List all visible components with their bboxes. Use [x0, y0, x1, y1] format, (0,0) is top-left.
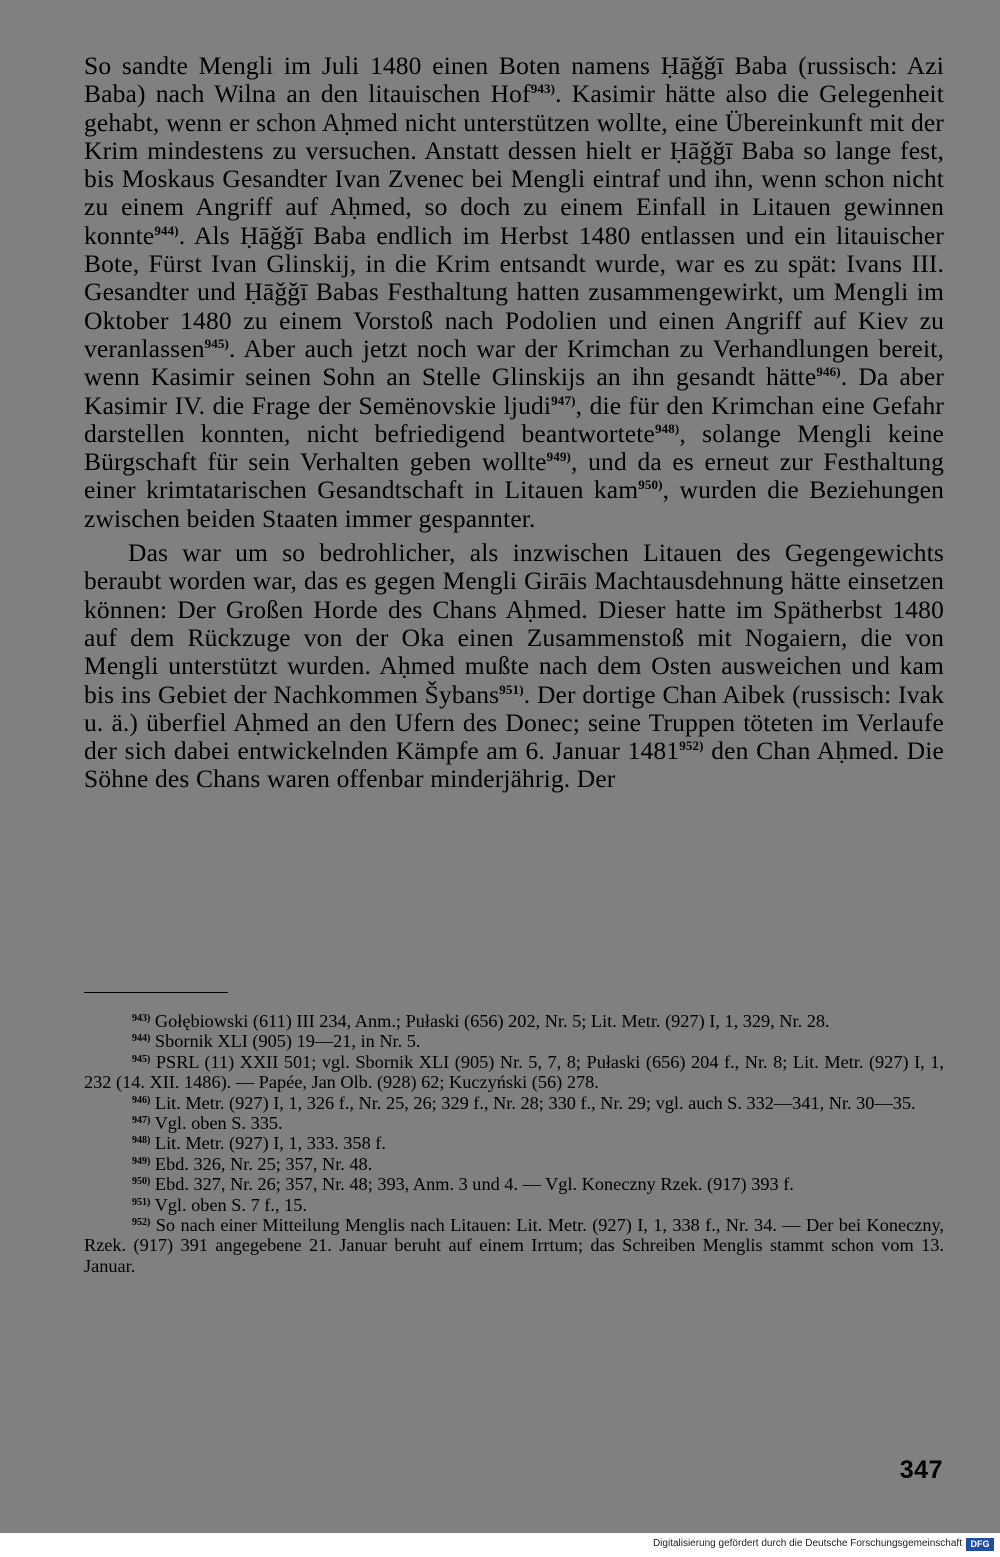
footnote	[84, 1195, 944, 1215]
main-text	[84, 52, 944, 794]
footnote	[84, 1093, 944, 1113]
footnote-text: Gołębiowski (611) III 234, Anm.; Pułaski (656) 202, Nr. 5; Lit. Metr. (927) I, 1, 329, Nr. 28.	[154, 1011, 830, 1031]
footnote-ref: 948)	[654, 420, 680, 436]
footnote-ref: 951)	[499, 681, 524, 697]
footnote-number: 952)	[132, 1217, 151, 1229]
footnote-text: So nach einer Mitteilung Menglis nach Litauen: Lit. Metr. (927) I, 1, 338 f., Nr. 34. — Der bei Koneczny, Rzek. (917) 391 angegebene 21. Januar beruht auf einem Irrtum; das Schreiben Menglis stammt schon vom 13. Januar.	[84, 1215, 944, 1276]
footnote-text: Ebd. 326, Nr. 25; 357, Nr. 48.	[154, 1153, 373, 1174]
text-segment: . Da aber Kasimir IV. die Frage der Semënovskie ljudi	[84, 362, 944, 420]
footnote-separator	[84, 992, 228, 993]
footnote-ref: 949)	[546, 449, 572, 465]
footnote-ref: 944)	[154, 222, 179, 238]
footnote	[84, 1174, 944, 1194]
footnote-ref: 943)	[530, 81, 556, 97]
footnotes	[84, 1011, 944, 1276]
footer-credit: Digitalisierung gefördert durch die Deutsche Forschungsgemeinschaft	[652, 1538, 962, 1549]
footnote	[84, 1133, 944, 1153]
text-segment: . Kasimir hätte also die Gelegenheit gehabt, wenn er schon Aḥmed nicht unterstützen wollte, eine Übereinkunft mit der Krim mindestens zu versuchen. Anstatt dessen hielt er Ḥāǧǧī Baba so lange fest, bis Moskaus Gesandter Ivan Zvenec bei Mengli eintraf und ihn, wenn schon nicht zu einem Angriff auf Aḥmed, so doch zu einem Einfall in Litauen gewinnen konnte	[84, 79, 945, 250]
text-segment: . Als Ḥāǧǧī Baba endlich im Herbst 1480 entlassen und ein litauischer Bote, Fürst Ivan Glinskij, in die Krim entsandt wurde, war es zu spät: Ivans III. Gesandter und Ḥāǧǧī Babas Festhaltung hatten zusammengewirkt, um Mengli im Oktober 1480 zu einem Vorstoß nach Podolien und einen Angriff auf Kiev zu veranlassen	[84, 220, 944, 363]
footnote-text: Ebd. 327, Nr. 26; 357, Nr. 48; 393, Anm. 3 und 4. — Vgl. Koneczny Rzek. (917) 393 f.	[154, 1174, 794, 1195]
footnote-ref: 945)	[204, 335, 230, 351]
paragraph	[84, 539, 944, 794]
footnote-number: 951)	[132, 1196, 151, 1208]
text-segment: . Aber auch jetzt noch war der Krimchan zu Verhandlungen bereit, wenn Kasimir seinen Sohn an Stelle Glinskijs an ihn gesandt hätte	[84, 333, 944, 392]
paragraph	[84, 52, 944, 533]
footnote	[84, 1031, 944, 1051]
footnote-ref: 946)	[816, 364, 841, 380]
footnote	[84, 1215, 944, 1276]
footnote-text: Sbornik XLI (905) 19—21, in Nr. 5.	[154, 1031, 421, 1052]
text-segment: den Chan Aḥmed. Die Söhne des Chans waren offenbar minderjährig. Der	[84, 736, 944, 794]
text-segment: , und da es erneut zur Festhaltung einer krimtatarischen Gesandtschaft in Litauen kam	[84, 447, 944, 505]
footnote	[84, 1154, 944, 1174]
text-segment: . Der dortige Chan Aibek (russisch: Ivak u. ä.) überfiel Aḥmed an den Ufern des Donec; seine Truppen töteten im Verlaufe der sich dabei entwickelnden Kämpfe am 6. Januar 1481	[84, 679, 944, 766]
footnote-number: 946)	[132, 1094, 151, 1106]
dfg-logo-icon: DFG	[966, 1538, 994, 1551]
footnote	[84, 1113, 944, 1133]
text-segment: So sandte Mengli im Juli 1480 einen Boten namens Ḥāǧǧī Baba (russisch: Azi Baba) nach Wilna an den litauischen Hof	[84, 51, 944, 109]
text-segment: , die für den Krimchan eine Gefahr darstellen konnten, nicht befriedigend beantwortete	[84, 390, 944, 448]
footnote-text: PSRL (11) XXII 501; vgl. Sbornik XLI (905) Nr. 5, 7, 8; Pułaski (656) 204 f., Nr. 8; Lit. Metr. (927) I, 1, 232 (14. XII. 1486). — Papée, Jan Olb. (928) 62; Kuczyński (56) 278.	[84, 1051, 944, 1093]
footnote-number: 948)	[132, 1135, 151, 1147]
footnote-number: 943)	[132, 1013, 151, 1024]
footnote	[84, 1052, 944, 1093]
footnote-number: 950)	[132, 1176, 151, 1188]
footnote-ref: 950)	[638, 477, 663, 493]
text-segment: , solange Mengli keine Bürgschaft für sein Verhalten geben wollte	[84, 418, 944, 477]
text-segment: Das war um so bedrohlicher, als inzwischen Litauen des Gegengewichts beraubt worden war, das es gegen Mengli Girāis Machtausdehnung hätte einsetzen können: Der Großen Horde des Chans Aḥmed. Dieser hatte im Spätherbst 1480 auf dem Rückzuge von der Oka einen Zusammenstoß mit Nogaiern, die von Mengli unterstützt wurden. Aḥmed mußte nach dem Osten ausweichen und kam bis ins Gebiet der Nachkommen Šybans	[84, 538, 944, 709]
footnote-text: Vgl. oben S. 7 f., 15.	[154, 1194, 307, 1215]
footnote-ref: 947)	[551, 392, 576, 408]
footnote	[84, 1011, 944, 1031]
page-number: 347	[899, 1456, 943, 1484]
footnote-number: 944)	[132, 1033, 151, 1045]
footnote-text: Lit. Metr. (927) I, 1, 326 f., Nr. 25, 26; 329 f., Nr. 28; 330 f., Nr. 29; vgl. auch S. 332—341, Nr. 30—35.	[154, 1092, 916, 1113]
text-segment: , wurden die Beziehungen zwischen beiden Staaten immer gespannter.	[84, 475, 944, 533]
footnote-number: 947)	[132, 1115, 151, 1127]
footnote-ref: 952)	[679, 738, 704, 754]
footnote-number: 945)	[132, 1053, 151, 1065]
footnote-number: 949)	[132, 1155, 151, 1167]
footnote-text: Vgl. oben S. 335.	[154, 1113, 283, 1134]
footnote-text: Lit. Metr. (927) I, 1, 333. 358 f.	[154, 1133, 386, 1154]
digitization-footer	[0, 1533, 1000, 1557]
